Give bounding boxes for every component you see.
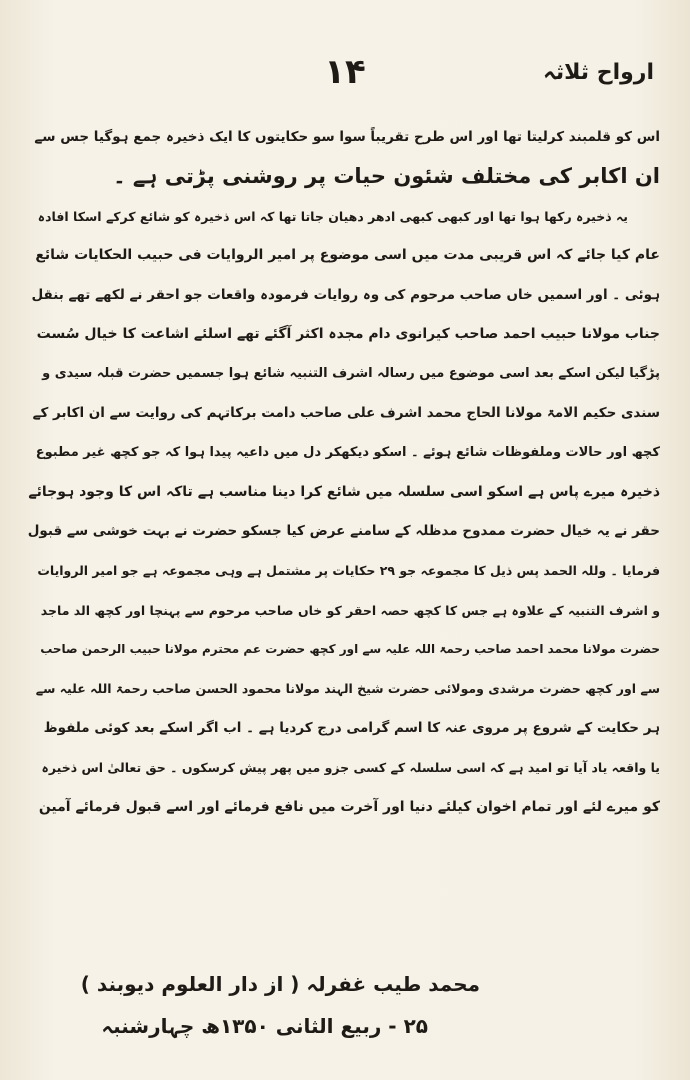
text-line: یا واقعہ یاد آیا تو امید ہے کہ اسی سلسلہ کے کسی جزو میں پھر پیش کرسکوں ۔ حق تعالیٰ اس ذخیرہ (41, 760, 660, 776)
text-line: یہ ذخیرہ رکھا ہوا تھا اور کبھی کبھی ادھر دھیان جاتا تھا کہ اس ذخیرہ کو شائع کرکے اسکا افادہ (37, 208, 628, 224)
text-line: فرمایا ۔ وللہ الحمد پس ذیل کا مجموعہ جو ۲۹ حکایات پر مشتمل ہے وہی مجموعہ ہے جو امیر الروایات (37, 563, 660, 579)
running-title: ارواح ثلاثہ (542, 60, 654, 85)
text-line: کچھ اور حالات وملفوظات شائع ہوئے ۔ اسکو دیکھکر دل میں داعیہ پیدا ہوا کہ جو کچھ غیر مطبوع (35, 445, 660, 461)
page-number: ۱۴ (324, 52, 366, 92)
signature-date: ۲۵ - ربیع الثانی ۱۳۵۰ھ چہارشنبہ (101, 1014, 428, 1038)
text-line: ذخیرہ میرے پاس ہے اسکو اسی سلسلہ میں شائع کرا دینا مناسب ہے تاکہ اس کا وجود ہوجائے (28, 483, 660, 500)
text-line: ہر حکایت کے شروع پر مروی عنہ کا اسم گرامی درج کردیا ہے ۔ اب اگر اسکے بعد کوئی ملفوظ (43, 719, 660, 736)
text-line: حقر نے یہ خیال حضرت ممدوح مدظلہ کے سامنے عرض کیا جسکو حضرت نے بہت خوشی سے قبول (28, 522, 660, 539)
text-line: عام کیا جائے کہ اس قریبی مدت میں اسی موضوع پر امیر الروایات فی حبیب الحکایات شائع (35, 247, 660, 264)
page-header (28, 52, 662, 102)
body-text (28, 118, 660, 827)
text-line: و اشرف التنبیہ کے علاوہ ہے جس کا کچھ حصہ احقر کو خاں صاحب مرحوم سے پہنچا اور کچھ الد ماجد (40, 602, 660, 618)
text-line: پڑگیا لیکن اسکے بعد اسی موضوع میں رسالہ اشرف التنبیہ شائع ہوا جسمیں حضرت قبلہ سیدی و (42, 366, 660, 382)
text-line: کو میرے لئے اور تمام اخوان کیلئے دنیا اور آخرت میں نافع فرمائے اور اسے قبول فرمائے آمین (38, 798, 660, 815)
text-line: ان اکابر کی مختلف شئون حیات پر روشنی پڑتی ہے ۔ (113, 164, 660, 189)
text-line: ہوئی ۔ اور اسمیں خاں صاحب مرحوم کی وہ روایات فرمودہ واقعات جو احقر نے لکھے تھے بنقل (31, 286, 660, 303)
text-line: سے اور کچھ حضرت مرشدی ومولائی حضرت شیخ الہند مولانا محمود الحسن صاحب رحمۃ اللہ علیہ سے (35, 681, 660, 697)
text-line: سندی حکیم الامۃ مولانا الحاج محمد اشرف علی صاحب دامت برکاتہم کی روایت سے ان اکابر کے (32, 404, 660, 421)
text-line: حضرت مولانا محمد احمد صاحب رحمۃ اللہ علیہ سے اور کچھ حضرت عم محترم مولانا حبیب الرحمن صاحب (40, 642, 660, 657)
text-line: جناب مولانا حبیب احمد صاحب کیرانوی دام مجدہ اکثر آگئے تھے اسلئے اشاعت کا خیال سُست (36, 325, 660, 342)
author-signature: محمد طیب غفرلہ ( از دار العلوم دیوبند ) (80, 972, 480, 996)
text-line: اس کو قلمبند کرلیتا تھا اور اس طرح تقریباً سوا سو حکایتوں کا ایک ذخیرہ جمع ہوگیا جس سے (34, 129, 660, 145)
